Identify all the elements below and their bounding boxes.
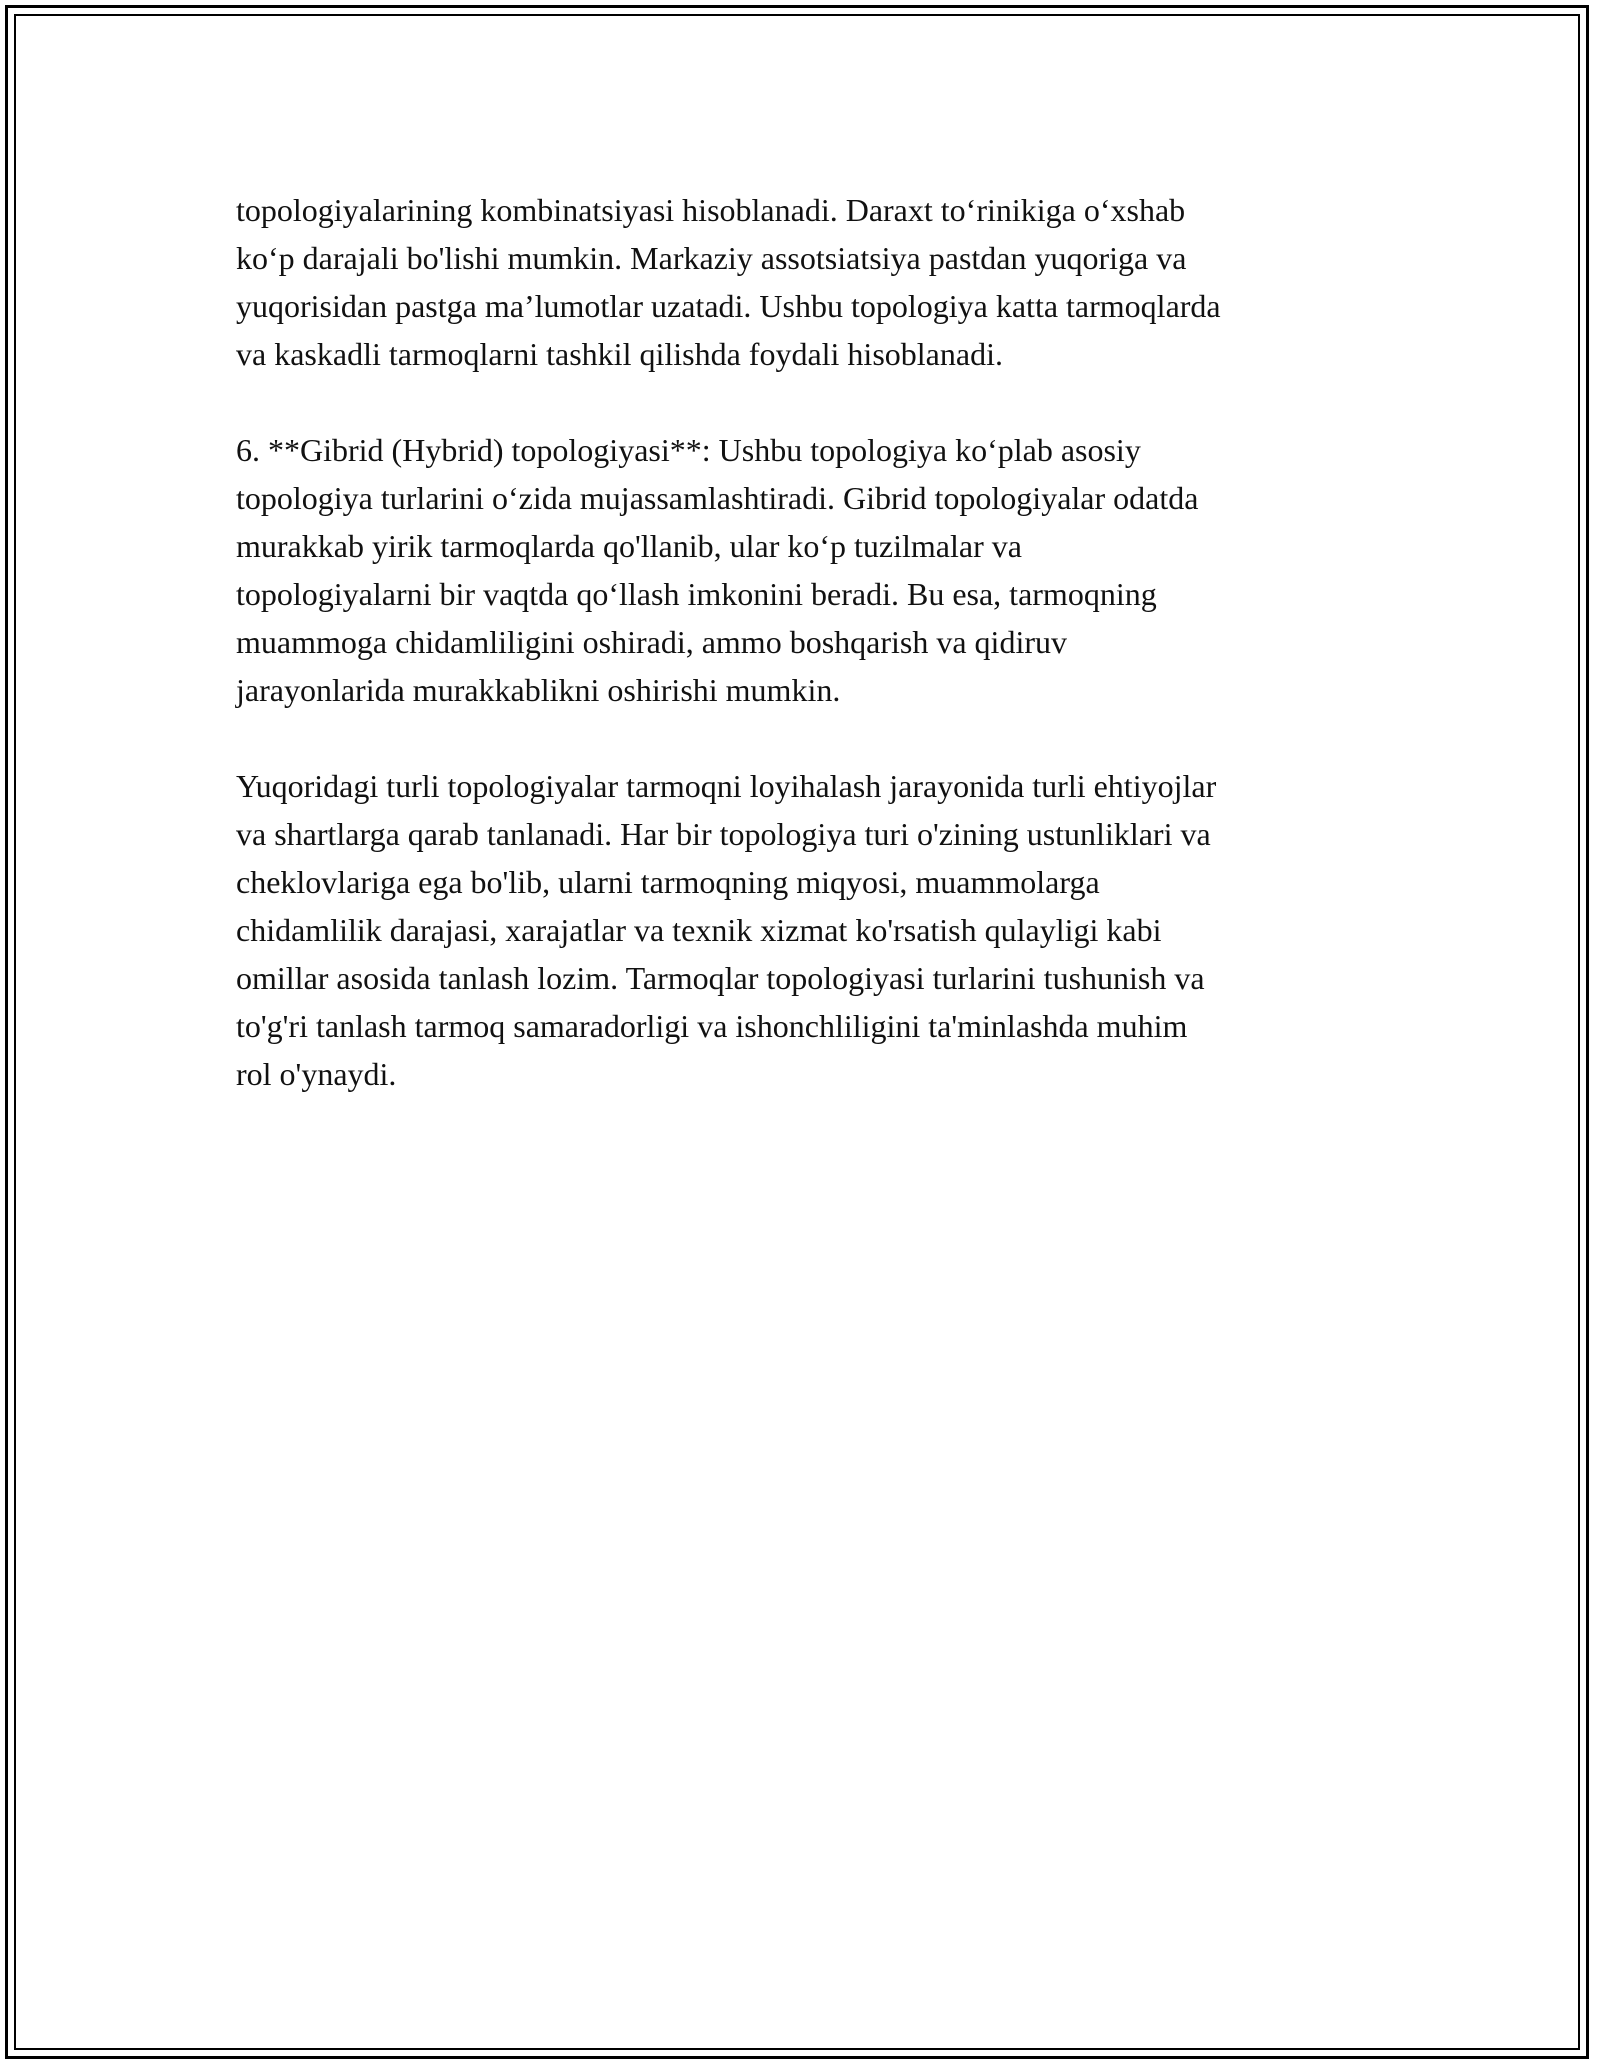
paragraph-conclusion: Yuqoridagi turli topologiyalar tarmoqni loyihalash jarayonida turli ehtiyojlar va shartlarga qarab tanlanadi. Har bir topologiya turi o'zining ustunliklari va cheklovlariga ega bo'lib, ularni tarmoqning miqyosi, muammolarga chidamlilik darajasi, xarajatlar va texnik xizmat ko'rsatish qulayligi kabi omillar asosida tanlash lozim. Tarmoqlar topologiyasi turlarini tushunish va to'g'ri tanlash tarmoq samaradorligi va ishonchliligini ta'minlashda muhim rol o'ynaydi. (236, 768, 1217, 1092)
document-body (236, 186, 1376, 1146)
paragraph-hybrid-topology: 6. **Gibrid (Hybrid) topologiyasi**: Ushbu topologiya ko‘plab asosiy topologiya turlarini o‘zida mujassamlashtiradi. Gibrid topologiyalar odatda murakkab yirik tarmoqlarda qo'llanib, ular ko‘p tuzilmalar va topologiyalarni bir vaqtda qo‘llash imkonini beradi. Bu esa, tarmoqning muammoga chidamliligini oshiradi, ammo boshqarish va qidiruv jarayonlarida murakkablikni oshirishi mumkin. (236, 432, 1199, 708)
paragraph-topology-combination: topologiyalarining kombinatsiyasi hisoblanadi. Daraxt to‘rinikiga o‘xshab ko‘p darajali bo'lishi mumkin. Markaziy assotsiatsiya pastdan yuqoriga va yuqorisidan pastga ma’lumotlar uzatadi. Ushbu topologiya katta tarmoqlarda va kaskadli tarmoqlarni tashkil qilishda foydali hisoblanadi. (236, 192, 1221, 372)
